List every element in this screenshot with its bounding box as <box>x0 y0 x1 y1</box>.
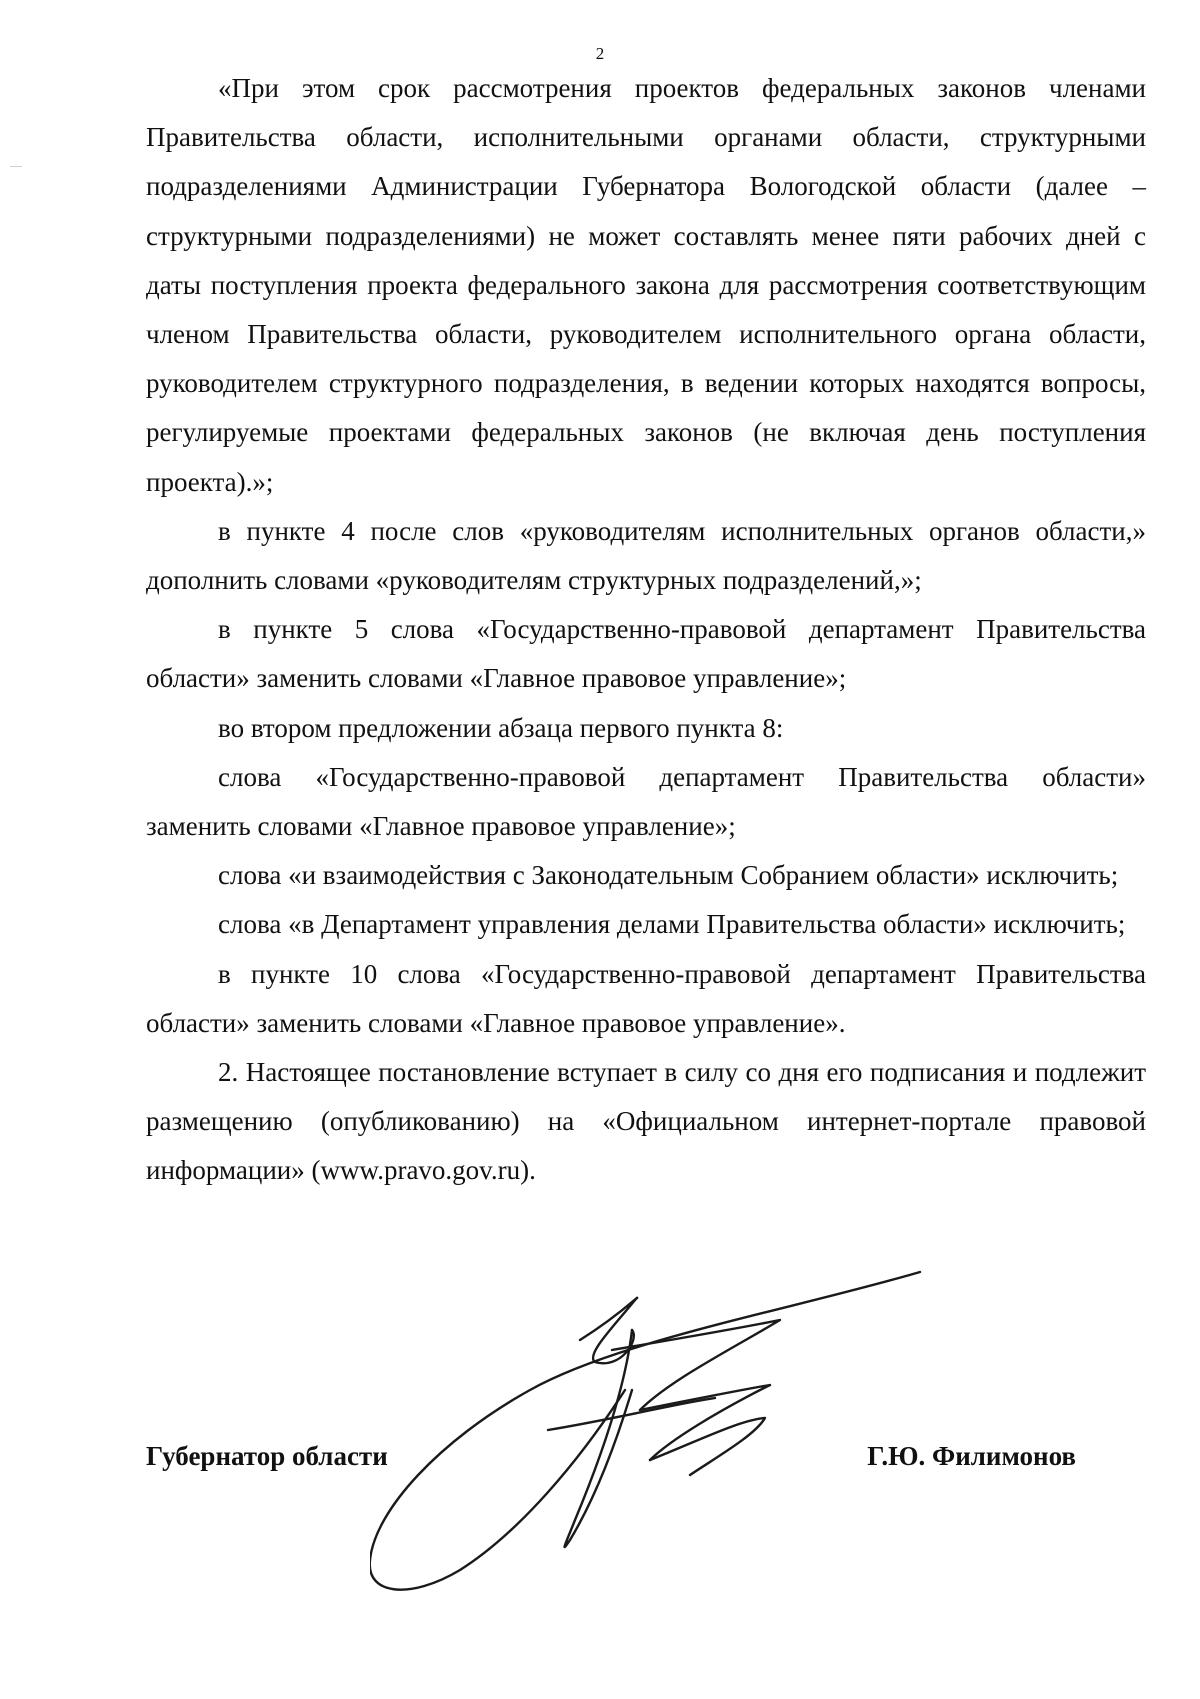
paragraph-point-8-replace: слова «Государственно-правовой департамент Правительства области» заменить словами «Главное правовое управление»; <box>146 761 1146 842</box>
page-number: 2 <box>595 44 605 63</box>
paragraph-point-8-intro: во втором предложении абзаца первого пункта 8: <box>218 712 784 743</box>
paragraph-amendment-quote: «При этом срок рассмотрения проектов федеральных законов членами Правительства области, исполнительными органами области, структурными подразделениями Администрации Губернатора Вологодской области (далее – структурными подразделениями) не может составлять менее пяти рабочих дней с даты поступления проекта федерального закона для рассмотрения соответствующим членом Правительства области, руководителем исполнительного органа области, руководителем структурного подразделения, в ведении которых находятся вопросы, регулируемые проектами федеральных законов (не включая день поступления проекта).»; <box>146 73 1146 497</box>
paragraph-point-4: в пункте 4 после слов «руководителям исполнительных органов области,» дополнить словами «руководителям структурных подразделений,»; <box>146 515 1146 596</box>
paragraph-point-5: в пункте 5 слова «Государственно-правовой департамент Правительства области» заменить словами «Главное правовое управление»; <box>146 614 1146 694</box>
handwritten-signature <box>370 1270 950 1600</box>
document-body <box>146 64 1146 1196</box>
signer-position: Губернатор области <box>146 1441 388 1471</box>
paragraph-point-8-exclude-1: слова «и взаимодействия с Законодательным Собранием области» исключить; <box>218 860 1119 891</box>
paragraph-point-8-exclude-2: слова «в Департамент управления делами Правительства области» исключить; <box>218 909 1126 940</box>
paragraph-point-10: в пункте 10 слова «Государственно-правовой департамент Правительства области» заменить словами «Главное правовое управление». <box>146 958 1146 1038</box>
signer-name: Г.Ю. Филимонов <box>867 1441 1076 1471</box>
margin-mark <box>10 166 22 167</box>
paragraph-effective-date: 2. Настоящее постановление вступает в силу со дня его подписания и подлежит размещению (опубликованию) на «Официальном интернет-портале правовой информации» (www.pravo.gov.ru). <box>146 1057 1146 1186</box>
